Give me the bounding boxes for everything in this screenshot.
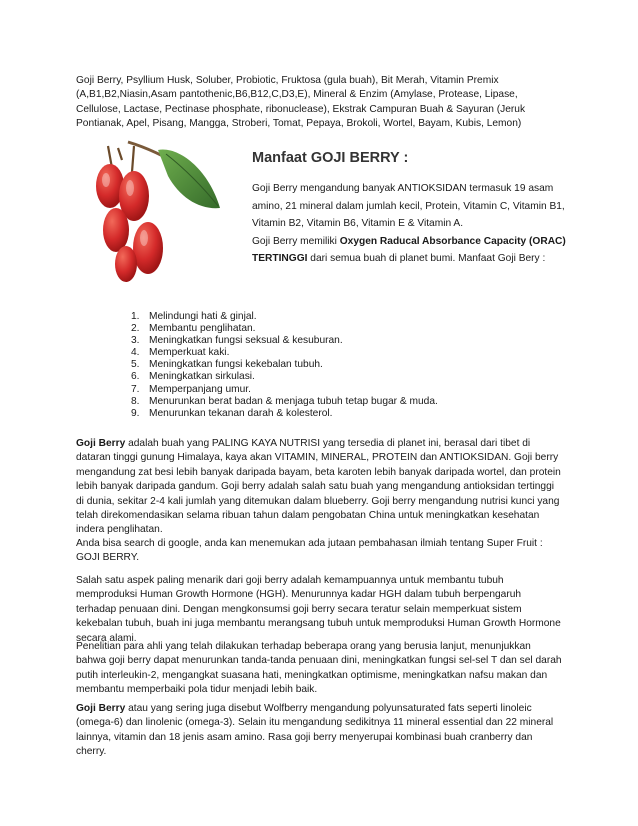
research-paragraph: Penelitian para ahli yang telah dilakukan terhadap beberapa orang yang berusia lanjut, menunjukkan bahwa goji berry dapat menurunkan tanda-tanda penuaan dini, meningkatkan fungsi sel-sel T dan sel darah putih interleukin-2, mengangkat suasana hati, meningkatkan optimisme, meningkatkan nafsu makan dan membantu memperbaiki pola tidur menjadi lebih baik. <box>76 641 562 696</box>
manfaat-intro: Goji Berry mengandung banyak ANTIOKSIDAN termasuk 19 asam amino, 21 mineral dalam jumlah kecil, Protein, Vitamin C, Vitamin B1, Vitamin B2, Vitamin B6, Vitamin E & Vitamin A. <box>252 183 565 230</box>
list-item: 5. Meningkatkan fungsi kekebalan tubuh. <box>131 359 323 371</box>
goji-berry-image <box>88 138 224 290</box>
list-item: 4. Memperkuat kaki. <box>131 347 230 359</box>
list-item: 7. Memperpanjang umur. <box>131 383 251 395</box>
list-item: 8. Menurunkan berat badan & menjaga tubuh tetap bugar & muda. <box>131 395 438 407</box>
manfaat-section <box>252 150 572 268</box>
ingredients-paragraph: Goji Berry, Psyllium Husk, Soluber, Probiotic, Fruktosa (gula buah), Bit Merah, Vitamin Premix (A,B1,B2,Niasin,Asam pantothenic,B6,B12,C,D3,E), Mineral & Enzim (Amylase, Protease, Lipase, Cellulose, Lactase, Pectinase phosphate, ribonuclease), Ekstrak Campuran Buah & Sayuran (Jeruk Pontianak, Apel, Pisang, Mangga, Stroberi, Tomat, Pepaya, Brokoli, Wortel, Bayam, Kubis, Lemon) <box>76 75 526 130</box>
manfaat-orac: Goji Berry memiliki Oxygen Raducal Absorbance Capacity (ORAC) TERTINGGI dari semua buah di planet bumi. Manfaat Goji Bery : <box>252 235 566 265</box>
benefits-list <box>131 311 438 420</box>
search-paragraph: Anda bisa search di google, anda kan menemukan ada jutaan pembahasan ilmiah tentang Super Fruit : GOJI BERRY. <box>76 538 543 564</box>
list-item: 9. Menurunkan tekanan darah & kolesterol. <box>131 407 333 419</box>
list-item: 6. Meningkatkan sirkulasi. <box>131 371 255 383</box>
wolfberry-paragraph: Goji Berry atau yang sering juga disebut Wolfberry mengandung polyunsaturated fats seperti linoleic (omega-6) dan linolenic (omega-3). Selain itu mengandung sedikitnya 11 mineral essential dan 22 mineral lainnya, vitamin dan 18 jenis asam amino. Rasa goji berry menyerupai kombinasi buah cranberry dan cherry. <box>76 703 554 758</box>
list-item: 1. Melindungi hati & ginjal. <box>131 311 257 322</box>
list-item: 3. Meningkatkan fungsi seksual & kesuburan. <box>131 335 343 347</box>
manfaat-title: Manfaat GOJI BERRY : <box>252 150 409 166</box>
goji-description-paragraph: Goji Berry adalah buah yang PALING KAYA NUTRISI yang tersedia di planet ini, berasal dari tibet di dataran tinggi gunung Himalaya, kaya akan VITAMIN, MINERAL, PROTEIN dan ANTIOKSIDAN. Goji berry mengandung zat besi lebih banyak daripada bayam, beta karoten lebih banyak daripada wortel, dan protein lebih banyak daripada gandum. Goji berry adalah salah satu buah yang mengandung antioksidan tertinggi di dunia, sekitar 2-4 kali jumlah yang ditemukan dalam blueberry. Goji berry mengandung nutrisi kunci yang telah direkomendasikan selama ribuan tahun dalam pengobatan China untuk meningkatkan kesehatan indera penglihatan. <box>76 438 561 536</box>
hgh-paragraph: Salah satu aspek paling menarik dari goji berry adalah kemampuannya untuk membantu tubuh memproduksi Human Growth Hormone (HGH). Menurunnya kadar HGH dalam tubuh berpengaruh terhadap penuaan dini. Dengan mengkonsumsi goji berry secara teratur selain memperkuat sistem kekebalan tubuh, buah ini juga membantu merangsang tubuh untuk memproduksi Human Growth Hormone secara alami. <box>76 575 561 644</box>
list-item: 2. Membantu penglihatan. <box>131 323 256 335</box>
